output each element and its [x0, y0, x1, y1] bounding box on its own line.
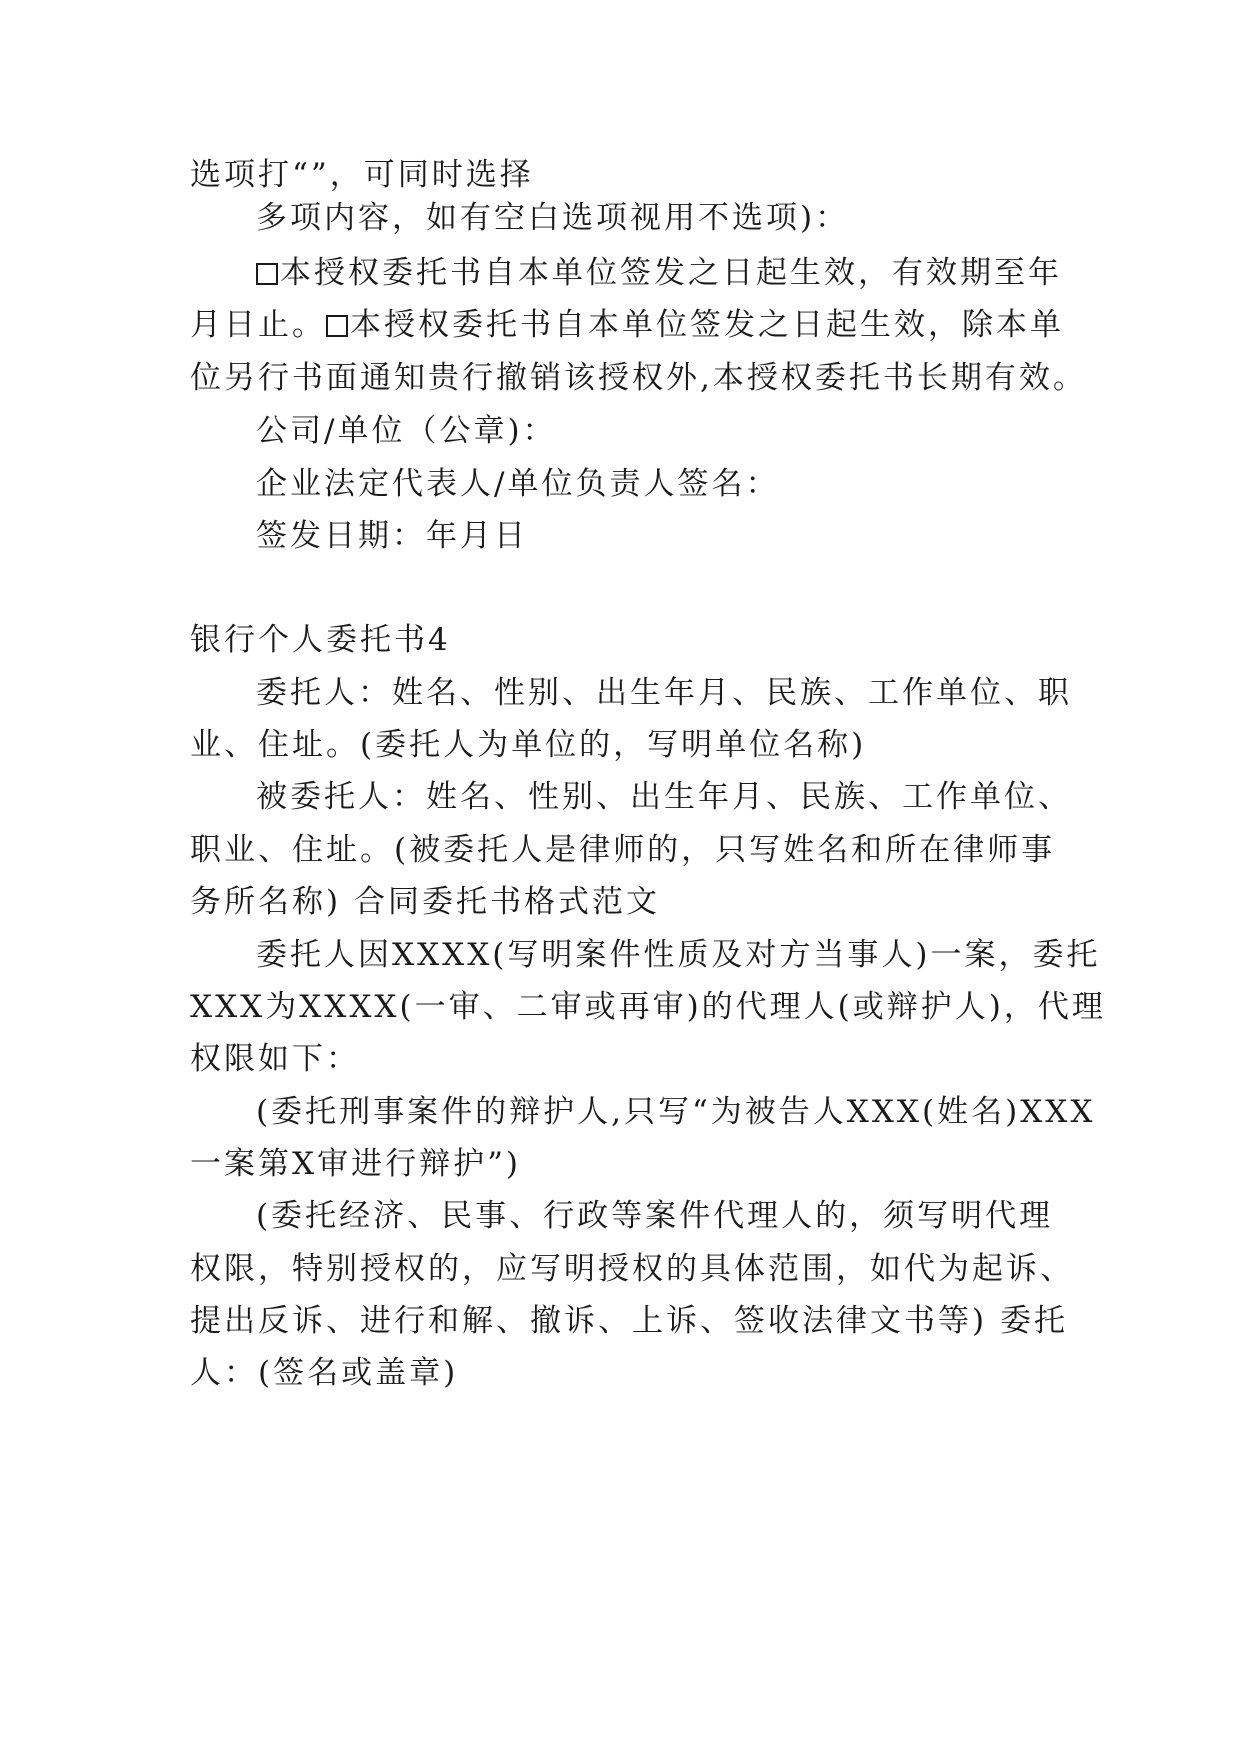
text-line: 被委托人：姓名、性别、出生年月、民族、工作单位、 [256, 779, 1072, 815]
text-line: (委托刑事案件的辩护人,只写“为被告人XXX(姓名)XXX [256, 1094, 1096, 1130]
text-line: 一案第X审进行辩护”) [190, 1146, 522, 1182]
text-line: 委托人：姓名、性别、出生年月、民族、工作单位、职 [256, 675, 1072, 711]
text-line: (委托经济、民事、行政等案件代理人的，须写明代理 [256, 1198, 1054, 1234]
text-line: 权限，特别授权的，应写明授权的具体范围，如代为起诉、 [190, 1251, 1074, 1287]
checkbox-icon [326, 315, 348, 337]
text-line: 提出反诉、进行和解、撤诉、上诉、签收法律文书等) 委托 [190, 1303, 1068, 1339]
text-line: 多项内容，如有空白选项视用不选项)： [256, 200, 850, 236]
text-line: 签发日期：年月日 [256, 518, 528, 554]
text-line: 业、住址。(委托人为单位的，写明单位名称) [190, 727, 867, 763]
text-line: 本授权委托书自本单位签发之日起生效，有效期至年 [256, 253, 1062, 293]
text-line: XXX为XXXX(一审、二审或再审)的代理人(或辩护人)，代理 [190, 989, 1106, 1025]
text-line: 务所名称) 合同委托书格式范文 [190, 884, 660, 920]
text-line: 委托人因XXXX(写明案件性质及对方当事人)一案，委托 [256, 937, 1101, 973]
text-line: 月日止。 本授权委托书自本单位签发之日起生效，除本单 [190, 307, 1064, 343]
text-line: 人：(签名或盖章) [190, 1355, 459, 1391]
checkbox-icon [256, 263, 278, 285]
text-line: 权限如下： [190, 1041, 360, 1077]
text-line: 职业、住址。(被委托人是律师的，只写姓名和所在律师事 [190, 832, 1056, 868]
section-heading: 银行个人委托书4 [190, 622, 451, 658]
text-line: 公司/单位（公章)： [256, 413, 557, 449]
text-line: 选项打“”，可同时选择 [190, 157, 534, 193]
text-line: 位另行书面通知贵行撤销该授权外,本授权委托书长期有效。 [190, 360, 1087, 396]
text-line: 企业法定代表人/单位负责人签名： [256, 466, 780, 502]
